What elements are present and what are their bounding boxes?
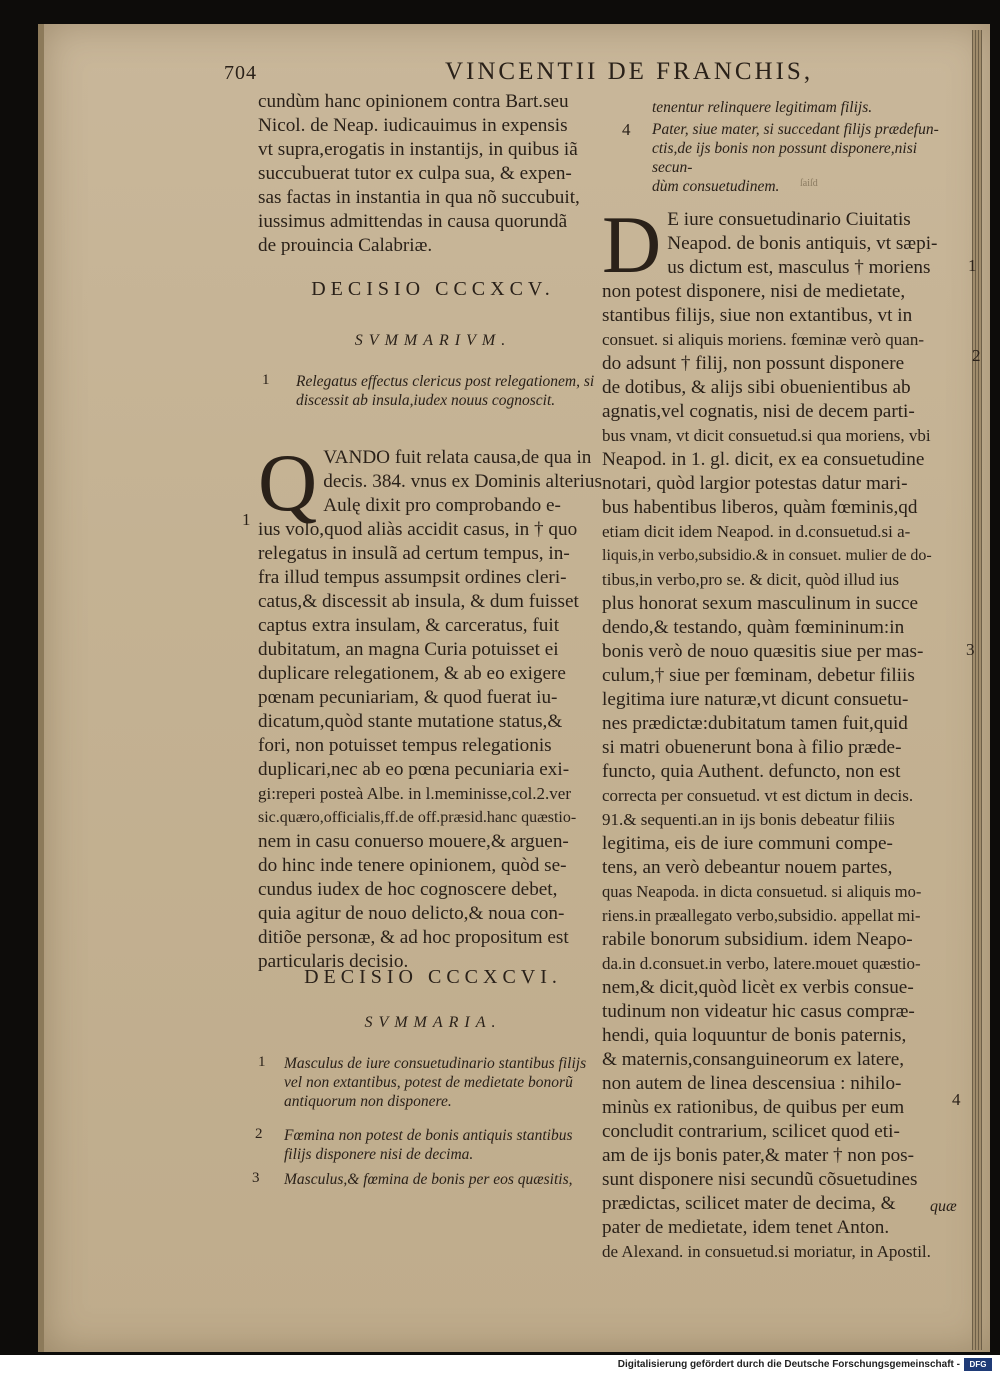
summary-item-number: 1 (258, 1054, 266, 1070)
text-line: duplicare relegationem, & ab eo exigere (258, 663, 566, 684)
text-line: notari, quòd largior potestas datur mari- (602, 473, 908, 494)
text-line: E iure consuetudinario Ciuitatis (667, 209, 911, 230)
text-line: de Alexand. in consuetud.si moriatur, in Apostil. (602, 1242, 931, 1261)
text-line: si matri obuenerunt bona à filio præde- (602, 737, 902, 758)
text-line: dubitatum, an magna Curia potuisset ei (258, 639, 559, 660)
summary-item: tenentur relinquere legitimam filijs. (652, 99, 873, 116)
text-line: concludit contrarium, scilicet quod eti- (602, 1121, 900, 1142)
decisio-heading: DECISIO CCCXCV. (311, 278, 555, 300)
text-line: de prouincia Calabriæ. (258, 235, 433, 256)
footer-credit: Digitalisierung gefördert durch die Deutsche Forschungsgemeinschaft - (617, 1359, 960, 1370)
decisio-text (602, 199, 960, 1264)
text-line: da.in d.consuet.in verbo, latere.mouet quæstio- (602, 954, 921, 973)
text-line: functo, quia Authent. defuncto, non est (602, 761, 901, 782)
text-line: succubuerat tutor ex culpa sua, & expen- (258, 163, 572, 184)
summary-item: Fœmina non potest de bonis antiquis stantibus filijs disponere nisi de decima. (284, 1127, 573, 1163)
text-line: riens.in præallegato verbo,subsidio. appellat mi- (602, 906, 921, 925)
margin-number: 1 (242, 510, 251, 529)
text-line: bus vnam, vt dicit consuetud.si qua moriens, vbi (602, 426, 931, 445)
text-line: iussimus admittendas in causa quorundã (258, 211, 568, 232)
margin-number: 1 (968, 256, 977, 275)
text-line: Neapod. in 1. gl. dicit, ex ea consuetudine (602, 449, 925, 470)
text-line: vt supra,erogatis in instantijs, in quibus iã (258, 139, 578, 160)
text-line: ditiõe personæ, & ad hoc propositum est (258, 927, 569, 948)
summary-heading: SVMMARIA. (364, 1014, 502, 1031)
text-line: dicatum,quòd stante mutatione status,& (258, 711, 563, 732)
text-line: hendi, quia loquuntur de bonis paternis, (602, 1025, 907, 1046)
text-line: nem,& dicit,quòd licèt ex verbis consue- (602, 977, 914, 998)
text-line: fori, non potuisset tempus relegationis (258, 735, 552, 756)
summary-item: Masculus de iure consuetudinario stantibus filijs vel non extantibus, potest de medietate bonorũ antiquorum non disponere. (284, 1055, 587, 1110)
summary-item: Relegatus effectus clericus post relegationem, si discessit ab insula,iudex nouus cognoscit. (296, 373, 595, 409)
text-line: cundùm hanc opinionem contra Bart.seu (258, 91, 569, 112)
left-column-continuation (258, 90, 608, 258)
drop-cap: Q (258, 437, 318, 528)
text-line: non autem de linea descensiua : nihilo- (602, 1073, 902, 1094)
summary-item-number: 4 (622, 120, 631, 139)
text-line: consuet. si aliquis moriens. fœminæ verò quan- (602, 330, 925, 349)
text-line: catus,& discessit ab insula, & dum fuisset (258, 591, 579, 612)
text-line: Aulę dixit pro comprobando e- (323, 495, 561, 516)
text-line: nem in casu conuerso mouere,& arguen- (258, 831, 569, 852)
margin-number: 2 (972, 346, 981, 365)
text-line: sic.quæro,officialis,ff.de off.præsid.hanc quæstio- (258, 809, 577, 826)
text-line: ius volo,quod aliàs accidit casus, in † quo (258, 519, 578, 540)
text-line: minùs ex rationibus, de quibus per eum (602, 1097, 905, 1118)
text-line: do adsunt † filij, non possunt disponere (602, 353, 905, 374)
text-line: agnatis,vel cognatis, nisi de decem parti- (602, 401, 915, 422)
ink-smudge: ſaiſd (800, 178, 818, 189)
text-line: duplicari,nec ab eo pœna pecuniaria exi- (258, 759, 570, 780)
text-line: Neapod. de bonis antiquis, vt sæpi- (667, 233, 938, 254)
text-line: sas factas in instantia in qua nõ succubuit, (258, 187, 580, 208)
text-line: culum,† siue per fœminam, debetur filiis (602, 665, 915, 686)
text-line: quia agitur de nouo delicto,& noua con- (258, 903, 565, 924)
page-edge (972, 30, 982, 1350)
text-line: us dictum est, masculus † moriens (667, 257, 931, 278)
text-line: am de ijs bonis pater,& mater † non pos- (602, 1145, 915, 1166)
summary-item-number: 1 (262, 372, 270, 388)
text-line: pœnam pecuniariam, & quod fuerat iu- (258, 687, 558, 708)
text-line: Nicol. de Neap. iudicauimus in expensis (258, 115, 568, 136)
summary-item: Pater, siue mater, si succedant filijs prædefun- ctis,de ijs bonis non possunt disponere,nisi secun- dùm consuetudinem. (652, 121, 939, 195)
decisio-heading: DECISIO CCCXCVI. (304, 966, 562, 988)
dfg-logo-icon: DFG (964, 1358, 992, 1371)
text-line: cundus iudex de hoc cognoscere debet, (258, 879, 558, 900)
text-line: liquis,in verbo,subsidio.& in consuet. mulier de do- (602, 547, 932, 564)
text-line: nes prædictæ:dubitatum tamen fuit,quid (602, 713, 908, 734)
catchword: quæ (930, 1198, 957, 1215)
margin-number: 4 (952, 1090, 961, 1109)
text-line: stantibus filijs, siue non extantibus, vt in (602, 305, 913, 326)
text-line: bus habentibus liberos, quàm fœminis,qd (602, 497, 918, 518)
text-line: legitima iure naturæ,vt dicunt consuetu- (602, 689, 909, 710)
text-line: etiam dicit idem Neapod. in d.consuetud.si a- (602, 522, 911, 541)
text-line: 91.& sequenti.an in ijs bonis debeatur filiis (602, 810, 895, 829)
page-number: 704 (224, 62, 257, 84)
summary-item: Masculus,& fœmina de bonis per eos quæsitis, (284, 1171, 573, 1188)
text-line: bonis verò de nouo quæsitis siue per mas- (602, 641, 924, 662)
summary-heading: SVMMARIVM. (354, 332, 512, 349)
text-line: non potest disponere, nisi de medietate, (602, 281, 906, 302)
text-line: do hinc inde tenere opinionem, quòd se- (258, 855, 567, 876)
running-head: VINCENTII DE FRANCHIS, (445, 58, 814, 85)
summary-item-number: 2 (255, 1126, 263, 1142)
text-line: & maternis,consanguineorum ex latere, (602, 1049, 905, 1070)
text-line: sunt disponere nisi secundũ cõsuetudines (602, 1169, 918, 1190)
text-line: VANDO fuit relata causa,de qua in (323, 447, 592, 468)
text-line: particularis decisio. (258, 951, 409, 972)
drop-cap: D (602, 199, 662, 290)
text-line: decis. 384. vnus ex Dominis alterius (323, 471, 602, 492)
summary-item-number: 3 (252, 1170, 260, 1186)
text-line: rabile bonorum subsidium. idem Neapo- (602, 929, 913, 950)
text-line: relegatus in insulã ad certum tempus, in- (258, 543, 570, 564)
text-line: gi:reperi posteà Albe. in l.meminisse,col.2.ver (258, 784, 572, 803)
decisio-text (258, 437, 608, 974)
text-line: quas Neapoda. in dicta consuetud. si aliquis mo- (602, 882, 922, 901)
text-line: plus honorat sexum masculinum in succe (602, 593, 919, 614)
text-line: tudinum non videatur hic casus compræ- (602, 1001, 915, 1022)
text-line: legitima, eis de iure communi compe- (602, 833, 893, 854)
text-line: pater de medietate, idem tenet Anton. (602, 1217, 890, 1238)
footer-bar (0, 1355, 1000, 1375)
margin-number: 3 (966, 640, 975, 659)
text-line: captus extra insulam, & carceratus, fuit (258, 615, 560, 636)
text-line: de dotibus, & alijs sibi obuenientibus ab (602, 377, 911, 398)
text-line: tibus,in verbo,pro se. & dicit, quòd illud ius (602, 570, 900, 589)
text-line: fra illud tempus assumpsit ordines cleri- (258, 567, 567, 588)
text-line: prædictas, scilicet mater de decima, & (602, 1193, 896, 1214)
text-line: correcta per consuetud. vt est dictum in decis. (602, 786, 914, 805)
text-line: dendo,& testando, quàm fœmininum:in (602, 617, 905, 638)
text-line: tens, an verò debeantur nouem partes, (602, 857, 893, 878)
